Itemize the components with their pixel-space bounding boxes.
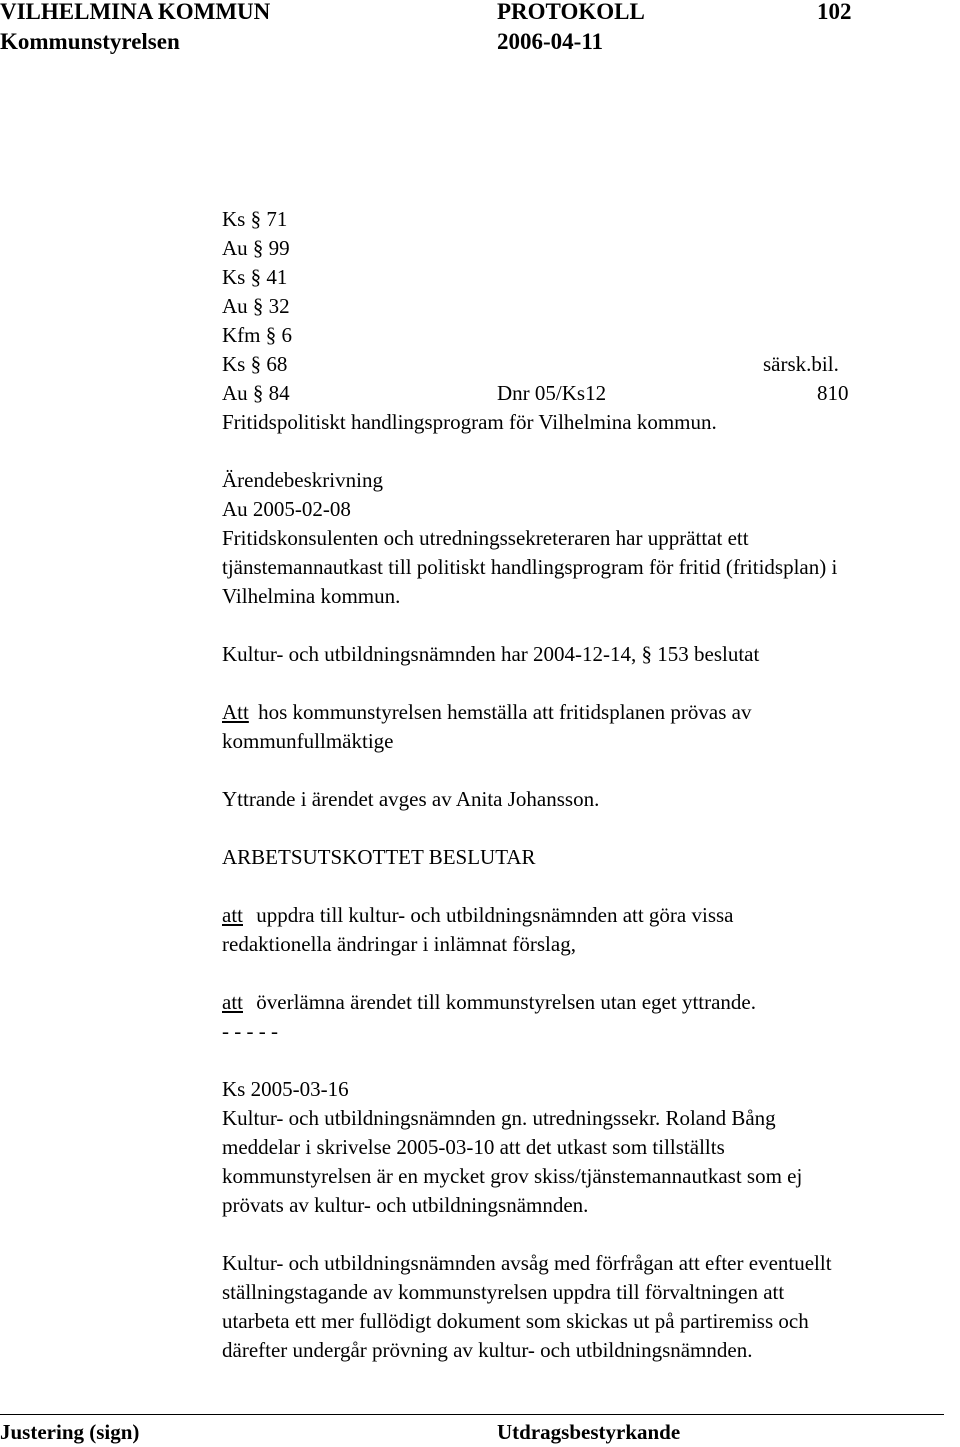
att-word: Att xyxy=(222,700,249,724)
reference-org: Au xyxy=(222,381,248,405)
header-municipality: VILHELMINA KOMMUN xyxy=(0,0,271,24)
header-date: 2006-04-11 xyxy=(497,29,604,54)
separator: - - - - - xyxy=(222,1019,278,1043)
header-page-number: 102 xyxy=(817,0,852,24)
section-heading: Ärendebeskrivning xyxy=(222,468,383,492)
text-line: redaktionella ändringar i inlämnat förslag, xyxy=(222,932,576,956)
reference-num: 99 xyxy=(268,236,290,260)
text-line: Fritidskonsulenten och utredningssekreteraren har upprättat ett xyxy=(222,526,749,550)
reference-num: 68 xyxy=(266,352,288,376)
text-segment: Kultur- och utbildningsnämnden har 2004-12-14, xyxy=(222,642,637,666)
att-clause xyxy=(222,698,752,727)
paragraph-sign: § xyxy=(252,236,264,260)
paragraph-sign: § xyxy=(250,265,262,289)
reference-org: Au xyxy=(222,294,248,318)
paragraph-sign: § xyxy=(265,323,277,347)
archive-code: 810 xyxy=(817,381,849,405)
text-line: utarbeta ett mer fullödigt dokument som skickas ut på partiremiss och xyxy=(222,1309,809,1333)
au-date-line: Au 2005-02-08 xyxy=(222,497,351,521)
text-line: Kultur- och utbildningsnämnden gn. utredningssekr. Roland Bång xyxy=(222,1106,776,1130)
subject-title: Fritidspolitiskt handlingsprogram för Vilhelmina kommun. xyxy=(222,410,717,434)
reference-org: Au xyxy=(222,236,248,260)
text-segment: överlämna ärendet till kommunstyrelsen utan eget yttrande. xyxy=(256,990,757,1014)
text-line: kommunstyrelsen är en mycket grov skiss/tjänstemannautkast som ej xyxy=(222,1164,803,1188)
att-word: att xyxy=(222,990,243,1014)
reference-org: Ks xyxy=(222,265,246,289)
reference-line xyxy=(222,263,287,292)
reference-note: särsk.bil. xyxy=(763,352,839,376)
att-clause xyxy=(222,901,734,930)
reference-line xyxy=(222,379,290,408)
header-doc-type: PROTOKOLL xyxy=(497,0,645,24)
reference-line xyxy=(222,205,287,234)
text-line: prövats av kultur- och utbildningsnämnden. xyxy=(222,1193,589,1217)
paragraph-sign: § xyxy=(252,381,264,405)
text-line: Vilhelmina kommun. xyxy=(222,584,401,608)
reference-line xyxy=(222,292,290,321)
reference-num: 84 xyxy=(268,381,290,405)
footer-utdragsbestyrkande: Utdragsbestyrkande xyxy=(497,1420,681,1444)
reference-org: Ks xyxy=(222,207,246,231)
reference-num: 32 xyxy=(268,294,290,318)
text-line: meddelar i skrivelse 2005-03-10 att det utkast som tillställts xyxy=(222,1135,725,1159)
footer-rule xyxy=(0,1414,944,1415)
footer-justering: Justering (sign) xyxy=(0,1420,140,1444)
decision-heading: ARBETSUTSKOTTET BESLUTAR xyxy=(222,845,536,869)
paragraph-sign: § xyxy=(641,642,653,666)
reference-line xyxy=(222,350,287,379)
reference-org: Ks xyxy=(222,352,246,376)
diary-number: Dnr 05/Ks12 xyxy=(497,381,607,405)
text-line: ställningstagande av kommunstyrelsen uppdra till förvaltningen att xyxy=(222,1280,785,1304)
att-clause xyxy=(222,988,756,1017)
reference-org: Kfm xyxy=(222,323,261,347)
yttrande-line: Yttrande i ärendet avges av Anita Johansson. xyxy=(222,787,600,811)
header-body: Kommunstyrelsen xyxy=(0,29,180,54)
paragraph-sign: § xyxy=(252,294,264,318)
paragraph-sign: § xyxy=(250,352,262,376)
reference-num: 41 xyxy=(266,265,288,289)
reference-line xyxy=(222,321,292,350)
reference-num: 71 xyxy=(266,207,288,231)
ks-date-line: Ks 2005-03-16 xyxy=(222,1077,349,1101)
reference-num: 6 xyxy=(281,323,292,347)
paragraph-sign: § xyxy=(250,207,262,231)
text-line: tjänstemannautkast till politiskt handlingsprogram för fritid (fritidsplan) i xyxy=(222,555,838,579)
att-word: att xyxy=(222,903,243,927)
text-segment: uppdra till kultur- och utbildningsnämnden att göra vissa xyxy=(256,903,734,927)
text-line: Kultur- och utbildningsnämnden avsåg med förfrågan att efter eventuellt xyxy=(222,1251,832,1275)
text-line: kommunfullmäktige xyxy=(222,729,394,753)
text-segment: hos kommunstyrelsen hemställa att fritidsplanen prövas av xyxy=(258,700,752,724)
text-line: därefter undergår prövning av kultur- och utbildningsnämnden. xyxy=(222,1338,753,1362)
reference-line xyxy=(222,234,290,263)
text-segment: 153 beslutat xyxy=(657,642,760,666)
kun-decision-line xyxy=(222,640,759,669)
